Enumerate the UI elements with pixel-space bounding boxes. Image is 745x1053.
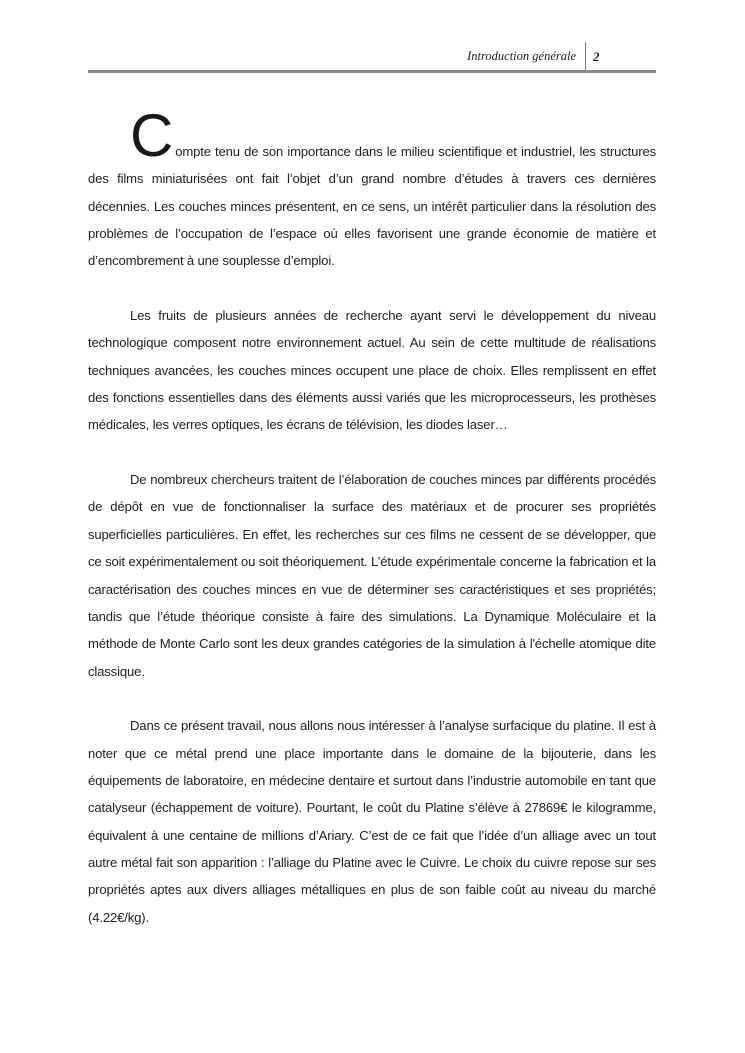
header-rule bbox=[88, 70, 656, 73]
page-number: 2 bbox=[593, 49, 600, 64]
paragraph-2: Les fruits de plusieurs années de recherche ayant servi le développement du niveau technologique composent notre environnement actuel. Au sein de cette multitude de réalisations techniques avancées, les couches minces occupent une place de choix. Elles remplissent en effet des fonctions essentielles dans des éléments aussi variés que les microprocesseurs, les prothèses médicales, les verres optiques, les écrans de télévision, les diodes laser… bbox=[88, 308, 656, 433]
paragraph-3: De nombreux chercheurs traitent de l’élaboration de couches minces par différents procédés de dépôt en vue de fonctionnaliser la surface des matériaux et de procurer ses propriétés superficielles particulières. En effet, les recherches sur ces films ne cessent de se développer, que ce soit expérimentalement ou soit théoriquement. L’étude expérimentale concerne la fabrication et la caractérisation des couches minces en vue de déterminer ses caractéristiques et ses propriétés; tandis que l’étude théorique consiste à faire des simulations. La Dynamique Moléculaire et la méthode de Monte Carlo sont les deux grandes catégories de la simulation à l'échelle atomique dite classique. bbox=[88, 472, 656, 679]
paragraph-1-text: ompte tenu de son importance dans le milieu scientifique et industriel, les structures des films miniaturisées ont fait l’objet d’un grand nombre d’études à travers ces dernières décennies. Les couches minces présentent, en ce sens, un intérêt particulier dans la résolution des problèmes de l’occupation de l’espace où elles favorisent une grande économie de matière et d’encombrement à une souplesse d’emploi. bbox=[88, 144, 656, 269]
paragraph-4: Dans ce présent travail, nous allons nous intéresser à l’analyse surfacique du platine. Il est à noter que ce métal prend une place importante dans le domaine de la bijouterie, dans les équipements de laboratoire, en médecine dentaire et surtout dans l’industrie automobile en tant que catalyseur (échappement de voiture). Pourtant, le coût du Platine s’élève à 27869€ le kilogramme, équivalent à une centaine de millions d’Ariary. C’est de ce fait que l’idée d’un alliage avec un tout autre métal fait son apparition : l’alliage du Platine avec le Cuivre. Le choix du cuivre repose sur ses propriétés aptes aux divers alliages métalliques en plus de son faible coût au niveau du marché (4.22€/kg). bbox=[88, 718, 656, 925]
drop-cap: C bbox=[130, 102, 174, 169]
page-header bbox=[88, 0, 656, 74]
document-body bbox=[88, 104, 656, 958]
header-separator bbox=[585, 42, 586, 72]
chapter-title: Introduction générale bbox=[467, 49, 576, 63]
paragraph-1 bbox=[88, 104, 656, 275]
